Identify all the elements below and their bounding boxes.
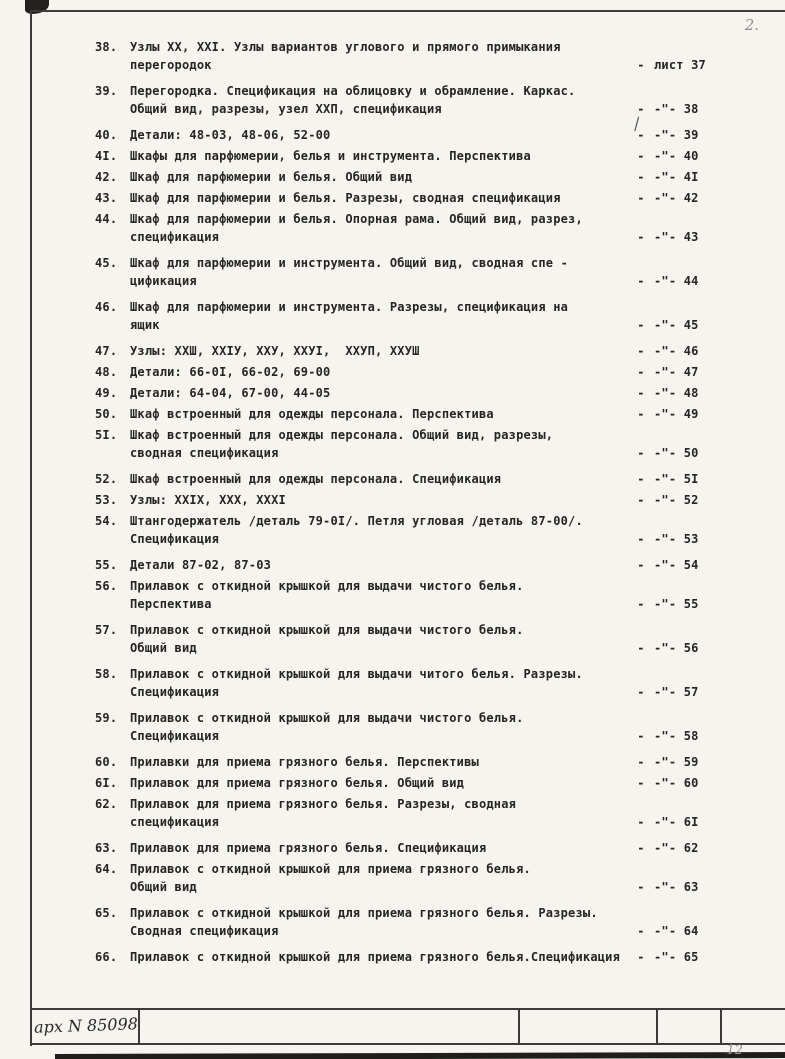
entry-number: 52. xyxy=(95,472,118,486)
entry-sheet-ref: -"- 40 xyxy=(654,149,699,163)
entry-dash: - xyxy=(637,493,645,507)
entry-description: Шкаф встроенный для одежды персонала. Общий вид, разрезы, сводная спецификация xyxy=(130,428,554,460)
entry-number: 54. xyxy=(95,514,118,528)
entry-description: Прилавок для приема грязного белья. Разрезы, сводная спецификация xyxy=(130,797,517,829)
entry-description: Прилавок с откидной крышкой для выдачи чистого белья. Перспектива xyxy=(130,579,524,611)
entry-number: 62. xyxy=(95,797,118,811)
footer-empty-cell xyxy=(140,1010,520,1043)
entry-number: 63. xyxy=(95,841,118,855)
toc-entry xyxy=(95,665,720,701)
entry-sheet-ref: -"- 48 xyxy=(654,386,699,400)
entry-number: 46. xyxy=(95,300,118,314)
entry-number: 48. xyxy=(95,365,118,379)
entry-number: 43. xyxy=(95,191,118,205)
entry-number: 59. xyxy=(95,711,118,725)
entry-number: 44. xyxy=(95,212,118,226)
handwritten-mark: ∕ xyxy=(631,113,642,134)
toc-entry xyxy=(95,426,720,462)
entry-sheet-ref: -"- 60 xyxy=(654,776,699,790)
entry-number: 6I. xyxy=(95,776,118,790)
entry-number: 49. xyxy=(95,386,118,400)
entry-sheet-ref: -"- 38 xyxy=(654,102,699,116)
entry-dash: - xyxy=(637,558,645,572)
entry-description: Прилавок с откидной крышкой для приема грязного белья. Общий вид xyxy=(130,862,531,894)
toc-entry xyxy=(95,904,720,940)
entry-sheet-ref: -"- 42 xyxy=(654,191,699,205)
entry-number: 64. xyxy=(95,862,118,876)
entry-number: 66. xyxy=(95,950,118,964)
entry-number: 58. xyxy=(95,667,118,681)
toc-entry xyxy=(95,113,720,144)
entry-sheet-ref: -"- 54 xyxy=(654,558,699,572)
entry-description: Шкафы для парфюмерии, белья и инструмента. Перспектива xyxy=(130,149,531,163)
entry-description: Прилавок с откидной крышкой для выдачи читого белья. Разрезы. Спецификация xyxy=(130,667,583,699)
entry-dash: - xyxy=(637,472,645,486)
entry-number: 39. xyxy=(95,84,118,98)
toc-entry xyxy=(95,491,720,509)
entry-description: Шкаф для парфюмерии и белья. Общий вид xyxy=(130,170,413,184)
entry-description: Детали: 66-0I, 66-02, 69-00 xyxy=(130,365,331,379)
entry-dash: - xyxy=(637,365,645,379)
entry-dash: - xyxy=(637,274,645,288)
entry-sheet-ref: -"- 44 xyxy=(654,274,699,288)
toc-entry xyxy=(95,577,720,613)
toc-entry xyxy=(95,774,720,792)
entry-dash: - xyxy=(637,685,645,699)
entry-dash: - xyxy=(637,880,645,894)
scan-artifact-bottom-edge xyxy=(55,1052,785,1059)
entry-dash: - xyxy=(637,532,645,546)
entry-sheet-ref: -"- 63 xyxy=(654,880,699,894)
entry-number: 45. xyxy=(95,256,118,270)
entry-dash: - xyxy=(637,924,645,938)
entry-dash: - xyxy=(637,344,645,358)
toc-entry xyxy=(95,38,720,74)
entry-sheet-ref: -"- 39 xyxy=(654,128,699,142)
toc-entry xyxy=(95,147,720,165)
entry-description: Прилавок с откидной крышкой для приема грязного белья.Спецификация xyxy=(130,950,621,964)
entry-sheet-ref: -"- 43 xyxy=(654,230,699,244)
entry-dash: - xyxy=(637,815,645,829)
entry-dash: - xyxy=(637,950,645,964)
entry-description: Перегородка. Спецификация на облицовку и обрамление. Каркас. Общий вид, разрезы, узел XXП, спецификация xyxy=(130,84,576,116)
entry-number: 56. xyxy=(95,579,118,593)
entry-description: Шкаф для парфюмерии и белья. Опорная рама. Общий вид, разрез, спецификация xyxy=(130,212,583,244)
entry-number: 42. xyxy=(95,170,118,184)
toc-entry xyxy=(95,82,720,118)
page-border-top xyxy=(31,10,785,12)
entry-description: Прилавок с откидной крышкой для выдачи чистого белья. Общий вид xyxy=(130,623,524,655)
entry-description: Шкаф встроенный для одежды персонала. Спецификация xyxy=(130,472,502,486)
entry-number: 50. xyxy=(95,407,118,421)
toc-entry xyxy=(95,512,720,548)
toc-entry xyxy=(95,363,720,381)
footer-table xyxy=(30,1008,785,1045)
footer-empty-cell xyxy=(658,1010,722,1043)
entry-sheet-ref: -"- 53 xyxy=(654,532,699,546)
toc-entry xyxy=(95,405,720,423)
entry-sheet-ref: -"- 65 xyxy=(654,950,699,964)
toc-entry xyxy=(95,470,720,488)
toc-entry xyxy=(95,298,720,334)
entry-description: Узлы: XXIX, XXX, XXXI xyxy=(130,493,286,507)
entry-sheet-ref: лист 37 xyxy=(654,58,706,72)
entry-dash: - xyxy=(637,597,645,611)
entry-sheet-ref: -"- 50 xyxy=(654,446,699,460)
toc-entry xyxy=(95,168,720,186)
entry-dash: - xyxy=(637,386,645,400)
entry-dash: - xyxy=(637,641,645,655)
entry-dash: - xyxy=(637,102,645,116)
entry-description: Детали: 64-04, 67-00, 44-05 xyxy=(130,386,331,400)
entry-sheet-ref: -"- 4I xyxy=(654,170,699,184)
entry-dash: - xyxy=(637,729,645,743)
entry-dash: - xyxy=(637,318,645,332)
entry-description: Прилавки для приема грязного белья. Перспективы xyxy=(130,755,479,769)
entry-number: 65. xyxy=(95,906,118,920)
entry-number: 53. xyxy=(95,493,118,507)
entry-description: Прилавок с откидной крышкой для приема грязного белья. Разрезы. Сводная спецификация xyxy=(130,906,598,938)
entry-description: Узлы: XXШ, XXIУ, XXУ, XXУI, XXУП, XXУШ xyxy=(130,344,420,358)
entry-sheet-ref: -"- 58 xyxy=(654,729,699,743)
toc-entry xyxy=(95,556,720,574)
entry-dash: - xyxy=(637,776,645,790)
toc-entry xyxy=(95,210,720,246)
entry-sheet-ref: -"- 56 xyxy=(654,641,699,655)
page-border-left xyxy=(30,10,32,1046)
entry-dash: - xyxy=(637,58,645,72)
entry-description: Узлы XX, XXI. Узлы вариантов углового и прямого примыкания перегородок xyxy=(130,40,561,72)
archive-number-handwritten: арх N 85098 xyxy=(33,1014,139,1037)
entry-sheet-ref: -"- 47 xyxy=(654,365,699,379)
footer-empty-cell xyxy=(722,1010,785,1043)
toc-entry xyxy=(95,948,720,966)
entry-description: Шкаф для парфюмерии и белья. Разрезы, сводная спецификация xyxy=(130,191,561,205)
entry-dash: - xyxy=(637,230,645,244)
entry-sheet-ref: -"- 52 xyxy=(654,493,699,507)
entry-dash: - xyxy=(637,407,645,421)
entry-description: Прилавок с откидной крышкой для выдачи чистого белья. Спецификация xyxy=(130,711,524,743)
entry-description: Детали 87-02, 87-03 xyxy=(130,558,272,572)
toc-entry xyxy=(95,621,720,657)
toc-entry xyxy=(95,839,720,857)
entry-description: Шкаф для парфюмерии и инструмента. Общий вид, сводная спе - цификация xyxy=(130,256,569,288)
entry-description: Шкаф для парфюмерии и инструмента. Разрезы, спецификация на ящик xyxy=(130,300,569,332)
entry-sheet-ref: -"- 49 xyxy=(654,407,699,421)
footer-empty-cell xyxy=(520,1010,658,1043)
entry-dash: - xyxy=(637,755,645,769)
entry-sheet-ref: -"- 64 xyxy=(654,924,699,938)
entry-number: 57. xyxy=(95,623,118,637)
entry-description: Прилавок для приема грязного белья. Общий вид xyxy=(130,776,465,790)
handwritten-bottom-scribble: 12 xyxy=(726,1043,743,1058)
entry-number: 38. xyxy=(95,40,118,54)
entry-description: Шкаф встроенный для одежды персонала. Перспектива xyxy=(130,407,494,421)
toc-entry xyxy=(95,795,720,831)
archive-number-cell xyxy=(30,1010,140,1043)
entry-sheet-ref: -"- 55 xyxy=(654,597,699,611)
entry-description: Детали: 48-03, 48-06, 52-00 xyxy=(130,128,331,142)
entry-number: 40. xyxy=(95,128,118,142)
toc-entry xyxy=(95,342,720,360)
entry-sheet-ref: -"- 59 xyxy=(654,755,699,769)
entry-sheet-ref: -"- 5I xyxy=(654,472,699,486)
entry-sheet-ref: -"- 46 xyxy=(654,344,699,358)
entry-number: 47. xyxy=(95,344,118,358)
entry-dash: - xyxy=(637,841,645,855)
toc-entry xyxy=(95,753,720,771)
entry-number: 55. xyxy=(95,558,118,572)
toc-list xyxy=(95,38,720,969)
entry-number: 4I. xyxy=(95,149,118,163)
entry-description: Штангодержатель /деталь 79-0I/. Петля угловая /деталь 87-00/. Спецификация xyxy=(130,514,583,546)
entry-sheet-ref: -"- 6I xyxy=(654,815,699,829)
entry-number: 60. xyxy=(95,755,118,769)
entry-description: Прилавок для приема грязного белья. Спецификация xyxy=(130,841,487,855)
handwritten-page-number: 2. xyxy=(744,16,759,34)
toc-entry xyxy=(95,384,720,402)
toc-entry xyxy=(95,860,720,896)
entry-dash: - xyxy=(637,191,645,205)
entry-dash: - ∕ xyxy=(631,113,645,142)
toc-entry xyxy=(95,189,720,207)
entry-number: 5I. xyxy=(95,428,118,442)
entry-sheet-ref: -"- 45 xyxy=(654,318,699,332)
toc-entry xyxy=(95,709,720,745)
entry-dash: - xyxy=(637,149,645,163)
entry-dash: - xyxy=(637,446,645,460)
entry-sheet-ref: -"- 62 xyxy=(654,841,699,855)
entry-dash: - xyxy=(637,170,645,184)
entry-sheet-ref: -"- 57 xyxy=(654,685,699,699)
toc-entry xyxy=(95,254,720,290)
